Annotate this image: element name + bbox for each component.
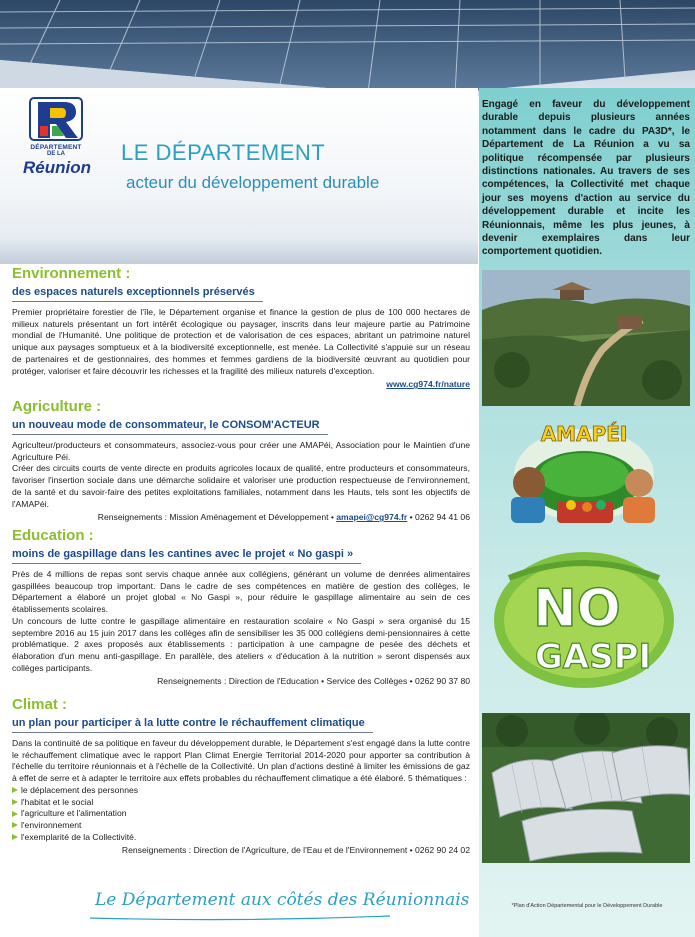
footer-slogan: Le Département aux côtés des Réunionnais xyxy=(95,890,470,910)
amapei-label: AMAPÉI xyxy=(540,422,628,446)
section-subtitle-environnement: des espaces naturels exceptionnels préservés xyxy=(12,286,255,298)
contact-agriculture-prefix: Renseignements : Mission Aménagement et Développement • xyxy=(97,512,334,523)
climat-themes-list xyxy=(12,785,470,844)
logo-r-mark-icon xyxy=(28,96,84,142)
greenhouses-photo xyxy=(482,713,690,863)
logo-text-reunion: Réunion xyxy=(23,158,91,177)
contact-climat: Renseignements : Direction de l'Agriculture, de l'Eau et de l'Environnement • 0262 90 24 02 xyxy=(121,845,470,856)
no-gaspi-line1: NO xyxy=(533,579,621,639)
amapei-illustration xyxy=(489,413,679,531)
contact-education: Renseignements : Direction de l'Education • Service des Collèges • 0262 90 37 80 xyxy=(157,676,470,687)
list-item: l'environnement xyxy=(12,820,470,832)
section-body-environnement: Premier propriétaire forestier de l'île, le Département organise et finance la gestion de plus de 100 000 hectares de milieux naturels présentant un fort intérêt écologique ou paysager, inscrits dans leur majeure partie au Patrimoine mondial de l'Humanité. Une politique de protection et de valorisation de ces espaces, abritant un patrimoine naturel unique aux paysages somptueux et à la biodiversité exceptionnelle, est menée. La Collectivité s'appuie sur un réseau de partenaires et de gestionnaires, des hommes et femmes gardiens de la biodiversité œuvrant au quotidien pour protéger, valoriser et faire découvrir les richesses et la fragilité des milieux naturels d'exception. xyxy=(12,307,470,376)
solar-panels-image xyxy=(0,0,695,96)
departement-reunion-logo xyxy=(18,96,94,180)
list-item: le déplacement des personnes xyxy=(12,785,470,797)
section-subtitle-agriculture: un nouveau mode de consommateur, le CONSOM'ACTEUR xyxy=(12,419,320,431)
no-gaspi-line2: GASPI xyxy=(534,637,652,677)
nature-link[interactable]: www.cg974.fr/nature xyxy=(386,379,470,390)
section-body-education-1: Près de 4 millions de repas sont servis chaque année aux collégiens, générant un volume de denrées alimentaires gaspillées beaucoup trop important. Dans le cadre de ses compétences en matière de gestion des collèges, le Département a élaboré un projet global « No Gaspi », pour réduire le gaspillage alimentaire au sein de ces établissements scolaires. xyxy=(12,569,470,615)
slogan-swoosh-icon xyxy=(90,915,390,921)
section-title-education: Education : xyxy=(12,527,94,544)
no-gaspi-logo xyxy=(489,548,679,693)
list-item: l'agriculture et l'alimentation xyxy=(12,808,470,820)
section-body-climat: Dans la continuité de sa politique en faveur du développement durable, le Département s'est engagé dans la lutte contre le réchauffement climatique avec le rapport Plan Climat Energie Territorial 2014-2020 pour apporter sa contribution à l'échelle du territoire réunionnais et à l'échelle de la Collectivité. Un plan d'actions destiné à limiter les émissions de gaz à effet de serre et à adapter le territoire aux effets probables du réchauffement climatique a été élaboré. 5 thématiques : xyxy=(12,738,470,784)
contact-agriculture xyxy=(12,512,470,524)
section-agriculture xyxy=(12,399,470,524)
section-environnement xyxy=(12,266,470,391)
section-title-climat: Climat : xyxy=(12,696,68,713)
page-subtitle: acteur du développement durable xyxy=(126,173,380,192)
section-subtitle-education: moins de gaspillage dans les cantines avec le projet « No gaspi » xyxy=(12,548,354,560)
garden-photo xyxy=(482,270,690,406)
section-body-education-2: Un concours de lutte contre le gaspillage alimentaire en restauration scolaire « No Gaspi » sera organisé du 15 septembre 2016 au 15 juin 2017 dans les collèges afin de sensibiliser les 35 000 collégiens demi-pensionnaires à cette problématique. 2 axes proposés aux établissements : participation à une campagne de pesée des déchets et élaboration d'un menu anti-gaspillage. En parallèle, des ateliers « d'éducation à la nutrition » seront dispensés aux collèges participants. xyxy=(12,615,470,673)
section-subtitle-climat: un plan pour participer à la lutte contre le réchauffement climatique xyxy=(12,717,365,729)
section-body-agriculture-2: Créer des circuits courts de vente directe en produits agricoles locaux de qualité, entre producteurs et consommateurs, favoriser l'insertion sociale dans une démarche solidaire et valoriser une production respectueuse de l'environnement, de la santé et du savoir-faire des petites exploitations familiales, notamment dans les Hauts, tels sont les objectifs de l'AMAPéi. xyxy=(12,463,470,509)
list-item: l'habitat et le social xyxy=(12,797,470,809)
section-title-environnement: Environnement : xyxy=(12,265,131,282)
page-title: LE DÉPARTEMENT xyxy=(121,140,326,165)
section-climat xyxy=(12,697,470,857)
solar-panels-banner xyxy=(0,0,695,96)
section-body-agriculture-1: Agriculteur/producteurs et consommateurs, associez-vous pour créer une AMAPéi, Association pour le Maintien d'une Agriculture Péi. xyxy=(12,440,470,462)
contact-agriculture-phone: • 0262 94 41 06 xyxy=(409,512,470,523)
list-item: l'exemplarité de la Collectivité. xyxy=(12,832,470,844)
logo-text-departement: DÉPARTEMENT xyxy=(30,144,82,151)
section-education xyxy=(12,528,470,688)
section-title-agriculture: Agriculture : xyxy=(12,398,102,415)
amapei-email-link[interactable]: amapei@cg974.fr xyxy=(336,512,408,523)
footnote: *Plan d'Action Départemental pour le Développement Durable xyxy=(511,903,663,909)
sidebar-intro-text: Engagé en faveur du développement durable depuis plusieurs années notamment dans le cadre du PA3D*, le Département de La Réunion a vu sa politique récompensée par plusieurs distinctions nationales. Au travers de ses compétences, la Collectivité met chaque jour ses moyens d'action au service du développement durable et incite les Réunionnais, même les plus jeunes, à devenir exemplaires dans leur comportement quotidien. xyxy=(482,99,690,258)
logo-text-de-la: DE LA xyxy=(47,151,65,157)
